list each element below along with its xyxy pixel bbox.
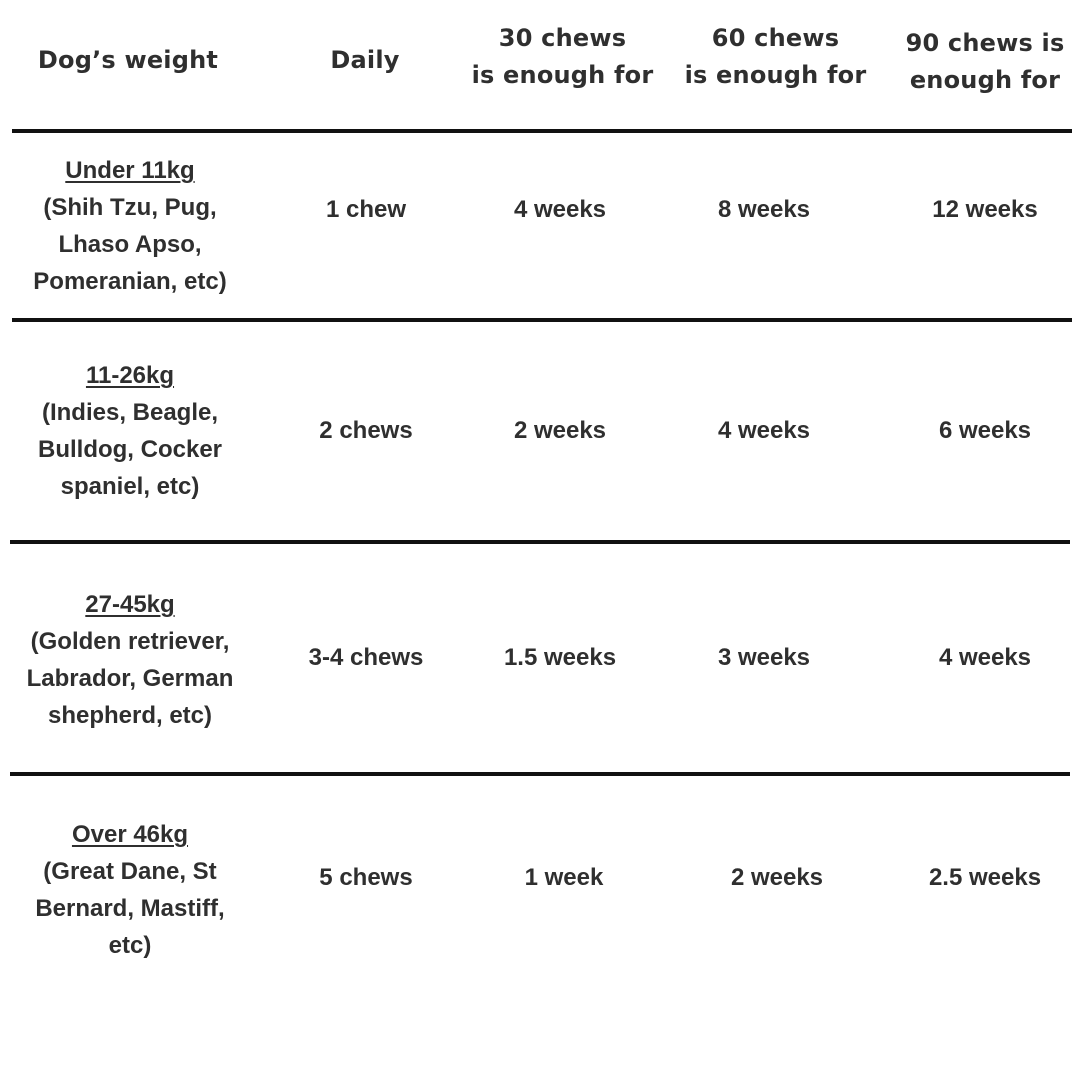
row-1-daily: 1 chew xyxy=(325,196,407,223)
row-4-breeds-line-2: Bernard, Mastiff, xyxy=(35,895,225,922)
header-60-line-1: 60 chews xyxy=(711,24,840,52)
header-30-line-1: 30 chews xyxy=(498,24,627,52)
row-3-breeds-line-1: (Golden retriever, xyxy=(30,628,230,655)
row-4-breeds-line-3: etc) xyxy=(108,932,152,959)
row-2-daily: 2 chews xyxy=(319,417,413,444)
row-3-breeds-line-2: Labrador, German xyxy=(26,665,234,692)
header-daily: Daily xyxy=(330,46,400,74)
row-3-weight xyxy=(10,586,250,734)
row-2-90-chews: 6 weeks xyxy=(938,417,1032,444)
header-90-line-2: enough for xyxy=(909,66,1061,94)
row-1-breeds-line-1: (Shih Tzu, Pug, xyxy=(43,194,217,221)
row-3-90-chews: 4 weeks xyxy=(938,644,1032,671)
header-60-chews xyxy=(668,20,883,94)
row-1-weight xyxy=(10,152,250,300)
header-60-line-2: is enough for xyxy=(684,61,867,89)
row-4-breeds-line-1: (Great Dane, St xyxy=(43,858,217,885)
row-4-daily: 5 chews xyxy=(319,864,413,891)
row-4-30-chews: 1 week xyxy=(524,864,604,891)
row-2-breeds-line-3: spaniel, etc) xyxy=(60,473,200,500)
row-1-90-chews: 12 weeks xyxy=(932,196,1038,223)
row-2-30-chews: 2 weeks xyxy=(513,417,607,444)
row-2-divider xyxy=(10,540,1070,544)
row-2-breeds-line-2: Bulldog, Cocker xyxy=(37,436,223,463)
header-dogs-weight: Dog’s weight xyxy=(37,46,219,74)
row-1-30-chews: 4 weeks xyxy=(513,196,607,223)
row-2-breeds-line-1: (Indies, Beagle, xyxy=(41,399,219,426)
row-4-60-chews: 2 weeks xyxy=(730,864,824,891)
row-2-weight xyxy=(10,357,250,505)
row-4-weight-title: Over 46kg xyxy=(71,821,189,848)
row-1-breeds-line-3: Pomeranian, etc) xyxy=(33,268,227,295)
header-30-chews xyxy=(455,20,670,94)
header-90-line-1: 90 chews is xyxy=(905,29,1065,57)
row-3-30-chews: 1.5 weeks xyxy=(503,644,617,671)
row-3-weight-title: 27-45kg xyxy=(85,591,175,618)
header-divider xyxy=(12,129,1072,133)
header-90-chews xyxy=(880,25,1080,99)
row-1-60-chews: 8 weeks xyxy=(717,196,811,223)
row-1-weight-title: Under 11kg xyxy=(65,157,195,184)
row-2-60-chews: 4 weeks xyxy=(717,417,811,444)
row-4-90-chews: 2.5 weeks xyxy=(928,864,1042,891)
row-4-weight xyxy=(10,816,250,964)
row-3-breeds-line-3: shepherd, etc) xyxy=(47,702,213,729)
row-3-60-chews: 3 weeks xyxy=(717,644,811,671)
row-1-divider xyxy=(12,318,1072,322)
row-1-breeds-line-2: Lhaso Apso, xyxy=(58,231,202,258)
row-2-weight-title: 11-26kg xyxy=(85,362,175,389)
row-3-daily: 3-4 chews xyxy=(308,644,424,671)
header-30-line-2: is enough for xyxy=(471,61,654,89)
row-3-divider xyxy=(10,772,1070,776)
